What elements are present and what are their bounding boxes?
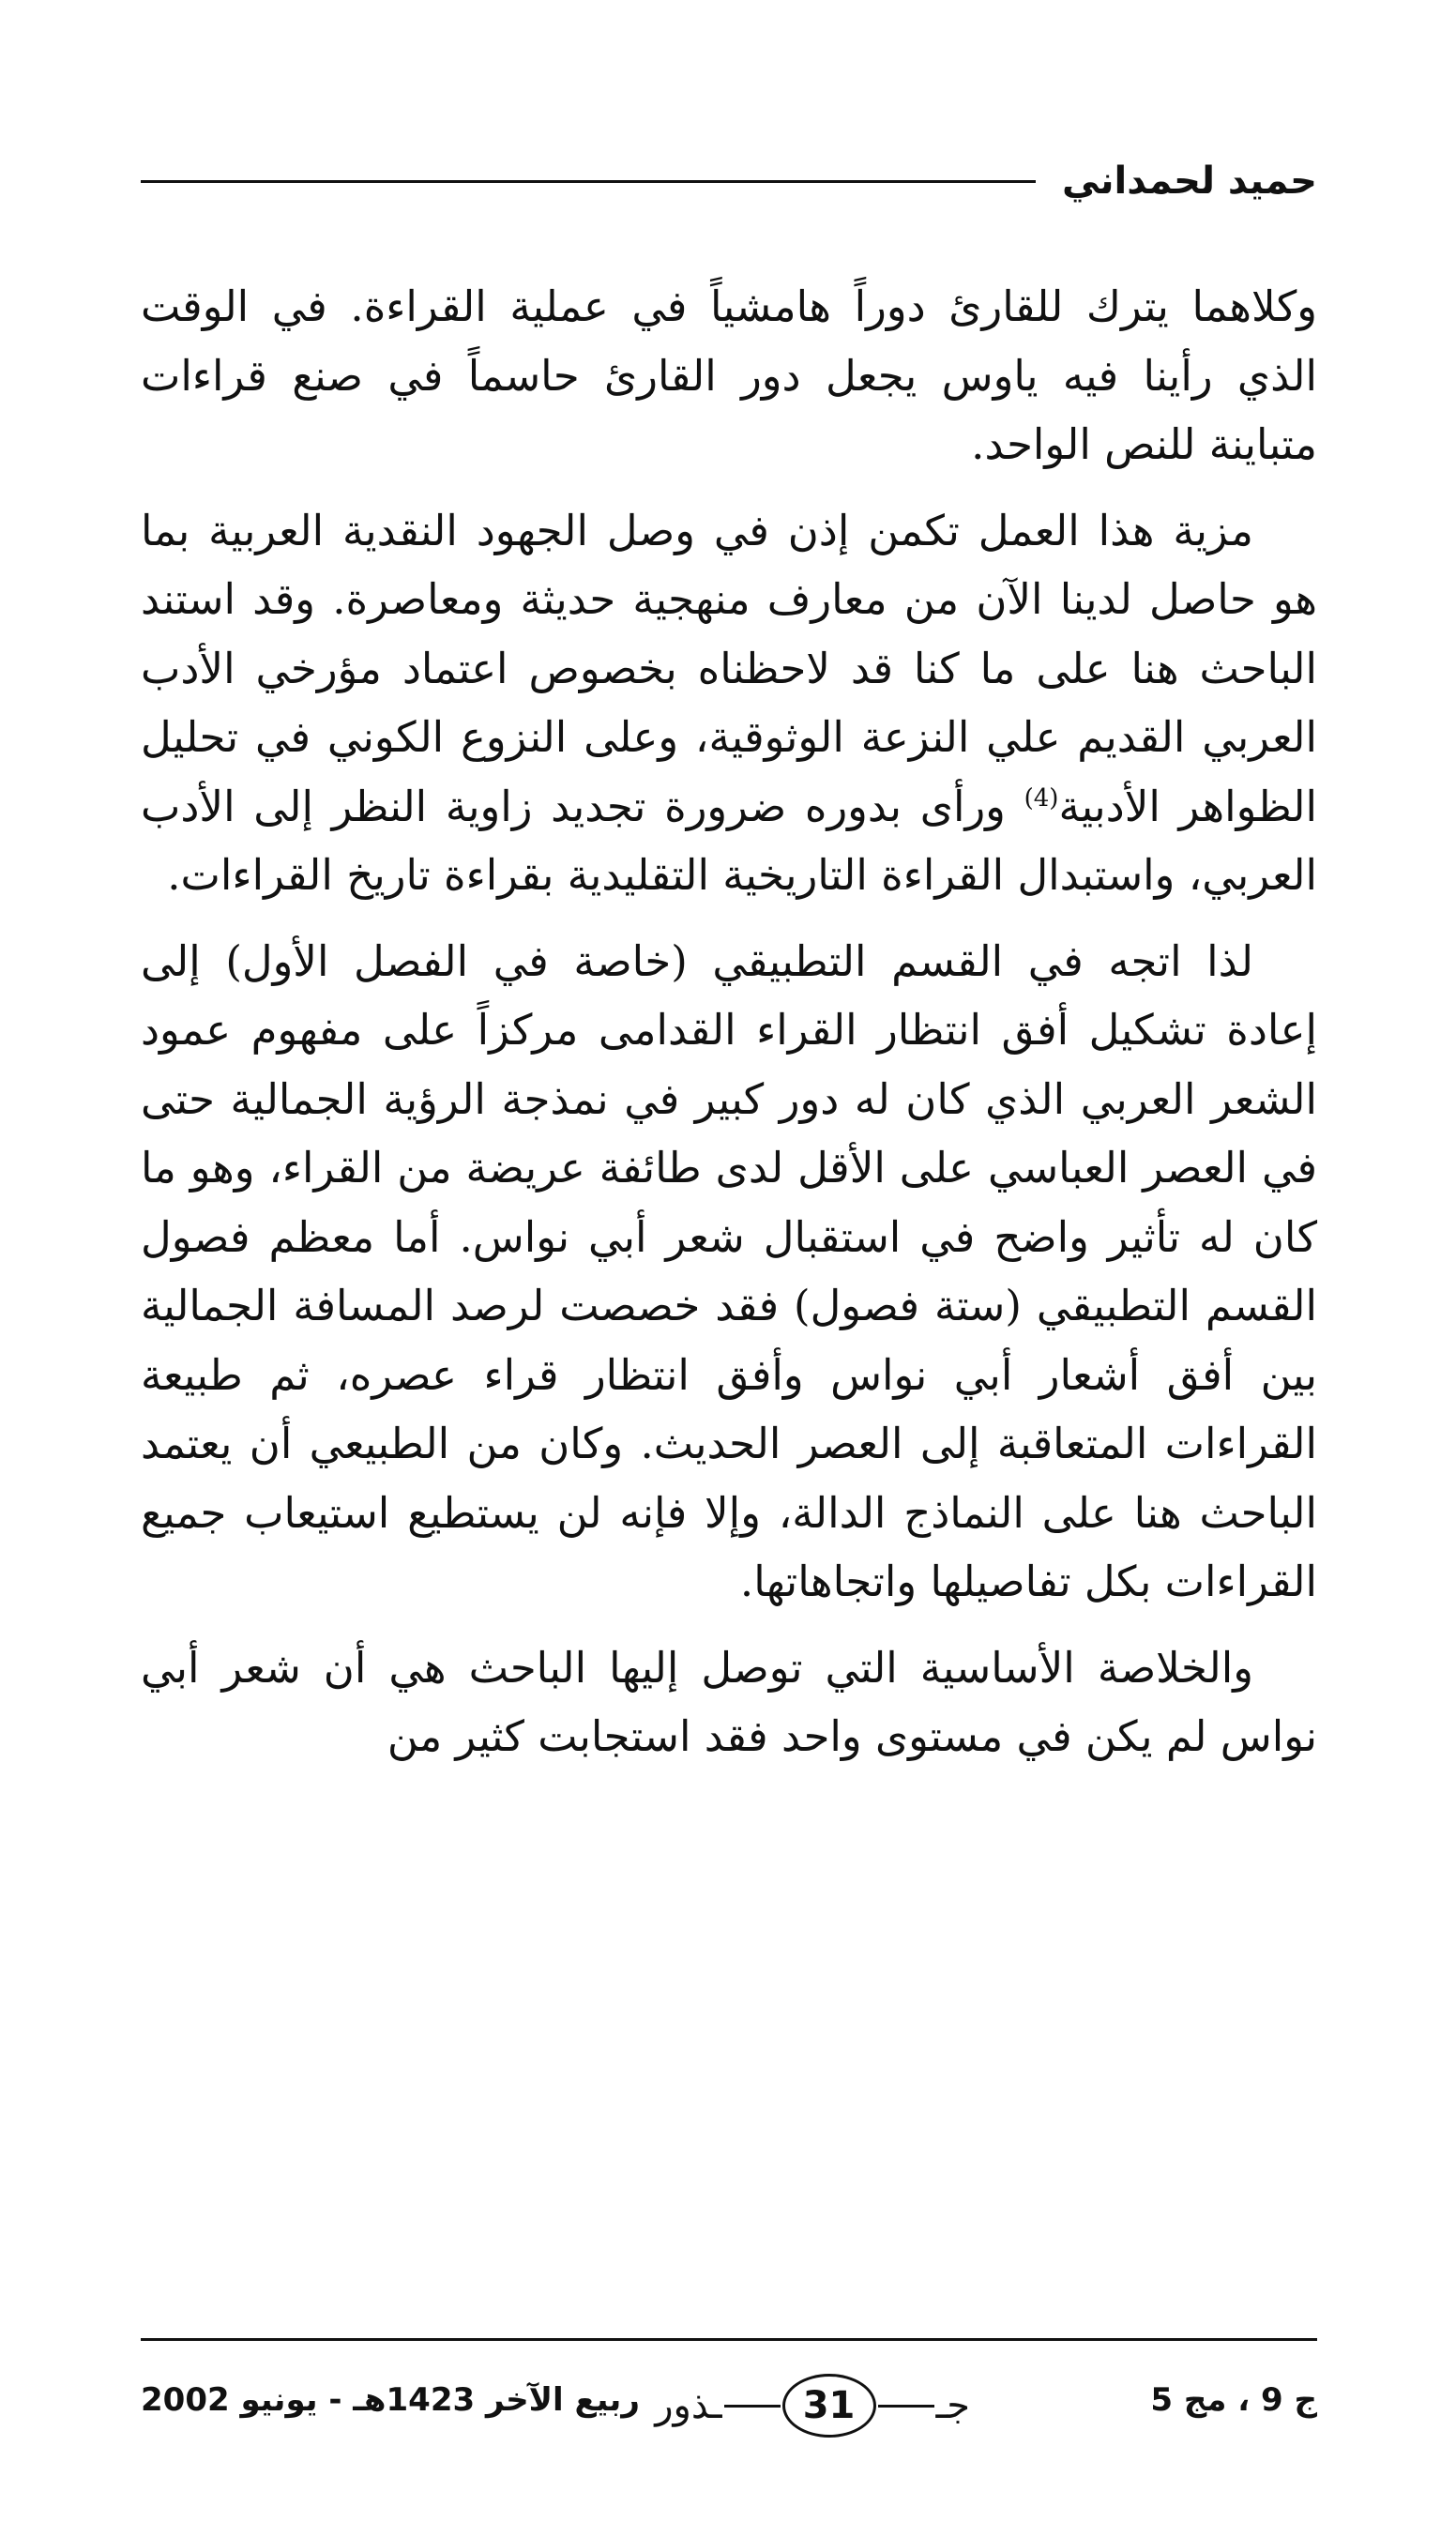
paragraph-2-continuation: ورأى بدوره ضرورة تجديد زاوية النظر إلى الأدب العربي، واستبدال القراءة التاريخية التقليدية بقراءة تاريخ القراءات. (141, 781, 1317, 900)
paragraph-2-text: مزية هذا العمل تكمن إذن في وصل الجهود النقدية العربية بما هو حاصل لدينا الآن من معارف منهجية حديثة ومعاصرة. وقد استند الباحث هنا على ما كنا قد لاحظناه بخصوص اعتماد مؤرخي الأدب العربي القديم علي النزعة الوثوقية، وعلى النزوع الكوني في تحليل الظواهر الأدبية (141, 505, 1317, 831)
footer-issue: ج 9 ، مج 5 (1150, 2381, 1317, 2419)
footer-date: ربيع الآخر 1423هـ - يونيو 2002 (141, 2381, 640, 2419)
paragraph-2 (141, 496, 1317, 910)
page-number: 31 (782, 2374, 876, 2438)
paragraph-3: لذا اتجه في القسم التطبيقي (خاصة في الفصل الأول) إلى إعادة تشكيل أفق انتظار القراء القدامى مركزاً على مفهوم عمود الشعر العربي الذي كان له دور كبير في نمذجة الرؤية الجمالية حتى في العصر العباسي على الأقل لدى طائفة عريضة من القراء، وهو ما كان له تأثير واضح في استقبال شعر أبي نواس. أما معظم فصول القسم التطبيقي (ستة فصول) فقد خصصت لرصد المسافة الجمالية بين أفق أشعار أبي نواس وأفق انتظار قراء عصره، ثم طبيعة القراءات المتعاقبة إلى العصر الحديث. وكان من الطبيعي أن يعتمد الباحث هنا على النماذج الدالة، وإلا فإنه لن يستطيع استيعاب جميع القراءات بكل تفاصيلها واتجاهاتها. (141, 935, 1317, 1606)
journal-stroke-right (724, 2405, 781, 2408)
journal-name-end: ـذور (655, 2384, 722, 2427)
journal-logo (655, 2374, 970, 2438)
paragraph-4: والخلاصة الأساسية التي توصل إليها الباحث هي أن شعر أبي نواس لم يكن في مستوى واحد فقد استجابت كثير من (141, 1642, 1317, 1761)
header-author: حميد لحمداني (1062, 160, 1317, 203)
paragraph-1: وكلاهما يترك للقارئ دوراً هامشياً في عملية القراءة. في الوقت الذي رأينا فيه ياوس يجعل دور القارئ حاسماً في صنع قراءات متباينة للنص الواحد. (141, 281, 1317, 469)
footnote-reference: (4) (1024, 783, 1059, 813)
footer-rule (141, 2338, 1317, 2341)
running-header (141, 148, 1317, 214)
journal-name-start: جـ (935, 2384, 970, 2427)
body-text (141, 272, 1317, 1788)
running-footer (141, 2364, 1317, 2439)
journal-stroke-left (878, 2405, 934, 2408)
header-rule (141, 180, 1036, 183)
